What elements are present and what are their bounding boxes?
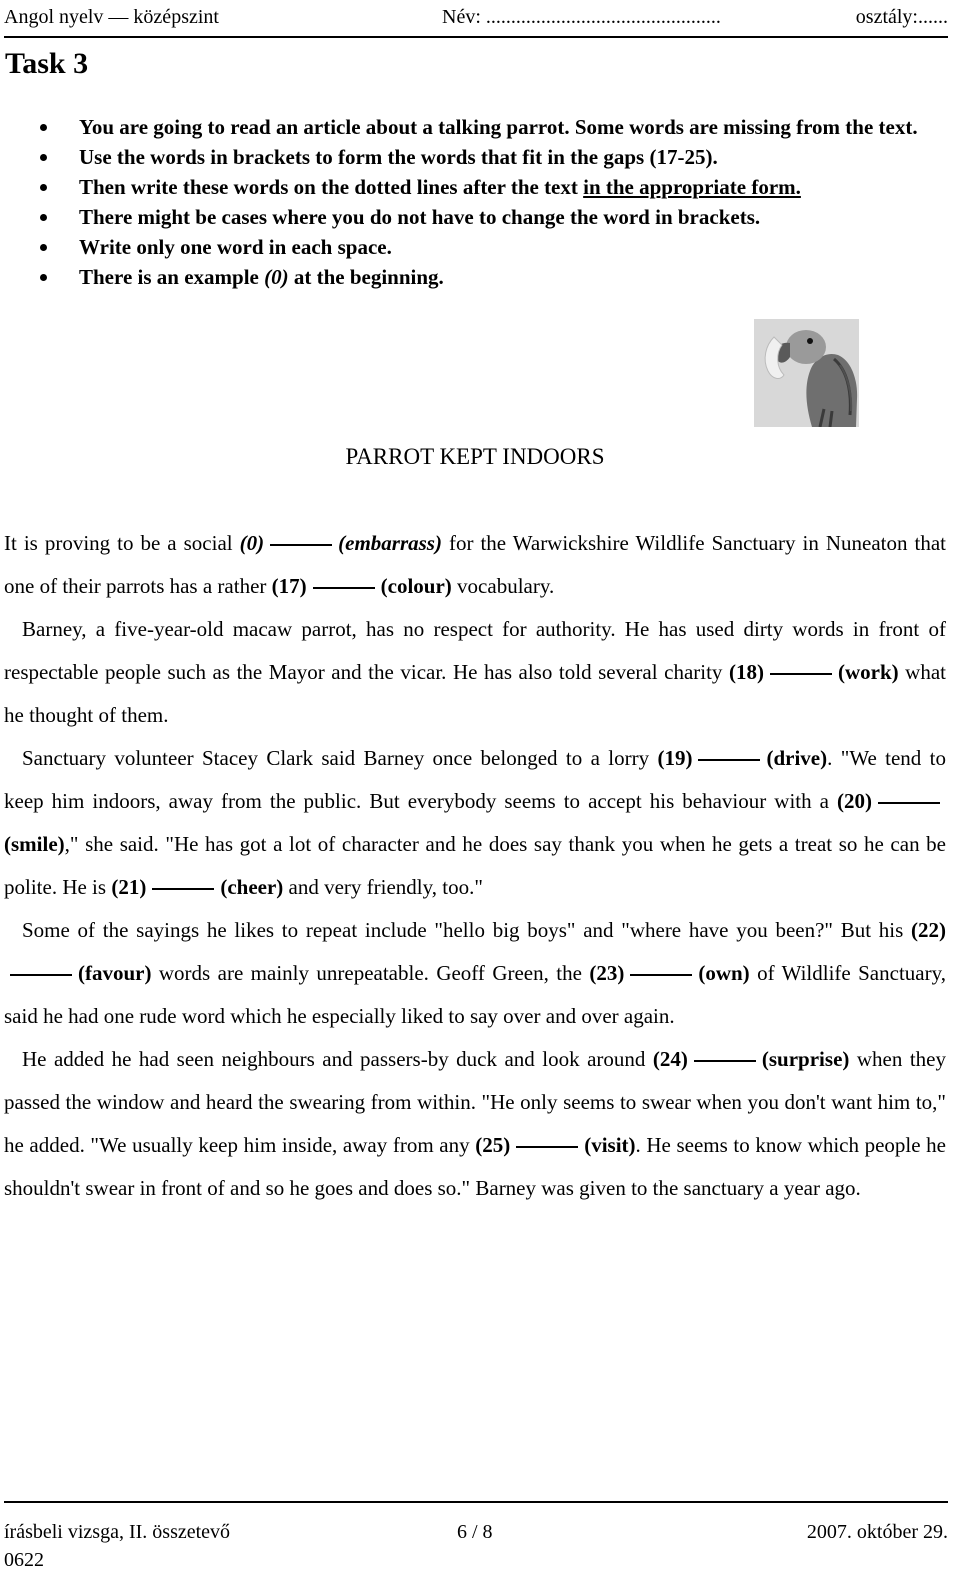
bullet-icon [40, 274, 47, 281]
name-field-label: Név: ............................................... [442, 6, 721, 28]
article-title: PARROT KEPT INDOORS [345, 444, 605, 469]
article-body [4, 522, 946, 1210]
answer-gap[interactable] [10, 973, 72, 976]
instruction-item: There is an example (0) at the beginning. [40, 262, 948, 292]
exam-part-label: írásbeli vizsga, II. összetevő [4, 1521, 231, 1543]
gap-number: (17) [271, 574, 307, 598]
exam-code: 0622 [4, 1549, 44, 1571]
paragraph: Sanctuary volunteer Stacey Clark said Barney once belonged to a lorry (19) (drive). "We tend to keep him indoors, away from the public. But everybody seems to accept his behaviour with a (20)(smile)," she said. "He has got a lot of character and he does say thank you when he gets a treat so he can be polite. He is (21) (cheer) and very friendly, too." [4, 746, 947, 899]
gap-word: (cheer) [220, 875, 284, 899]
instruction-item: Write only one word in each space. [40, 232, 948, 262]
gap-word: (embarrass) [338, 531, 442, 555]
paragraph: He added he had seen neighbours and passers-by duck and look around (24) (surprise) when they passed the window and heard the swearing from within. "He only seems to swear when you don't want him to," he added. "We usually keep him inside, away from any (25) (visit). He seems to know which people he shouldn't swear in front of and so he goes and does so." Barney was given to the sanctuary a year ago. [4, 1047, 946, 1200]
gap-number: (18) [728, 660, 764, 684]
gap-number: (19) [657, 746, 693, 770]
gap-word: (own) [698, 961, 750, 985]
bullet-icon [40, 214, 47, 221]
gap-word: (colour) [380, 574, 452, 598]
instruction-item: There might be cases where you do not have to change the word in brackets. [40, 202, 948, 232]
paragraph: It is proving to be a social (0) (embarrass) for the Warwickshire Wildlife Sanctuary in Nuneaton that one of their parrots has a rather (17) (colour) vocabulary. [4, 531, 947, 598]
answer-gap[interactable] [878, 801, 940, 804]
answer-gap[interactable] [698, 758, 760, 761]
gap-number: (21) [111, 875, 147, 899]
bullet-icon [40, 184, 47, 191]
gap-number: (25) [475, 1133, 511, 1157]
header-rule [4, 36, 948, 38]
answer-gap[interactable] [770, 672, 832, 675]
gap-number: (0) [239, 531, 265, 555]
answer-gap[interactable] [630, 973, 692, 976]
gap-word: (smile) [4, 832, 65, 856]
instruction-item: Use the words in brackets to form the words that fit in the gaps (17-25). [40, 142, 948, 172]
exam-date: 2007. október 29. [806, 1521, 948, 1543]
subject-label: Angol nyelv — középszint [4, 6, 219, 28]
page-footer [4, 1518, 948, 1574]
gap-word: (favour) [78, 961, 152, 985]
gap-word: (surprise) [761, 1047, 850, 1071]
paragraph: Barney, a five-year-old macaw parrot, has no respect for authority. He has used dirty words in front of respectable people such as the Mayor and the vicar. He has also told several charity (18) (work) what he thought of them. [4, 617, 946, 727]
gap-number: (20) [837, 789, 872, 813]
page-header [4, 4, 948, 34]
parrot-photo [754, 319, 859, 427]
bullet-icon [40, 124, 47, 131]
answer-gap[interactable] [313, 586, 375, 589]
bullet-icon [40, 244, 47, 251]
bullet-icon [40, 154, 47, 161]
answer-gap[interactable] [516, 1145, 578, 1148]
instruction-list [40, 112, 948, 292]
example-number: (0) [264, 265, 289, 289]
answer-gap[interactable] [152, 887, 214, 890]
gap-word: (drive) [766, 746, 828, 770]
class-field-label: osztály:...... [855, 6, 948, 28]
task-title: Task 3 [5, 47, 89, 80]
gap-number: (24) [652, 1047, 688, 1071]
gap-word: (visit) [584, 1133, 636, 1157]
instruction-item: You are going to read an article about a talking parrot. Some words are missing from the text. [40, 112, 948, 142]
gap-word: (work) [837, 660, 899, 684]
footer-rule [4, 1501, 948, 1503]
answer-gap[interactable] [694, 1059, 756, 1062]
answer-gap[interactable] [270, 543, 332, 546]
paragraph: Some of the sayings he likes to repeat include "hello big boys" and "where have you been?" But his (22)(favour) words are mainly unrepeatable. Geoff Green, the (23) (own) of Wildlife Sanctuary, said he had one rude word which he especially liked to say over and over again. [4, 918, 946, 1028]
gap-number: (23) [589, 961, 625, 985]
emphasis-underline: in the appropriate form. [583, 175, 801, 199]
gap-number: (22) [911, 918, 946, 942]
page-number: 6 / 8 [457, 1521, 493, 1543]
instruction-item: Then write these words on the dotted lines after the text in the appropriate form. [40, 172, 948, 202]
